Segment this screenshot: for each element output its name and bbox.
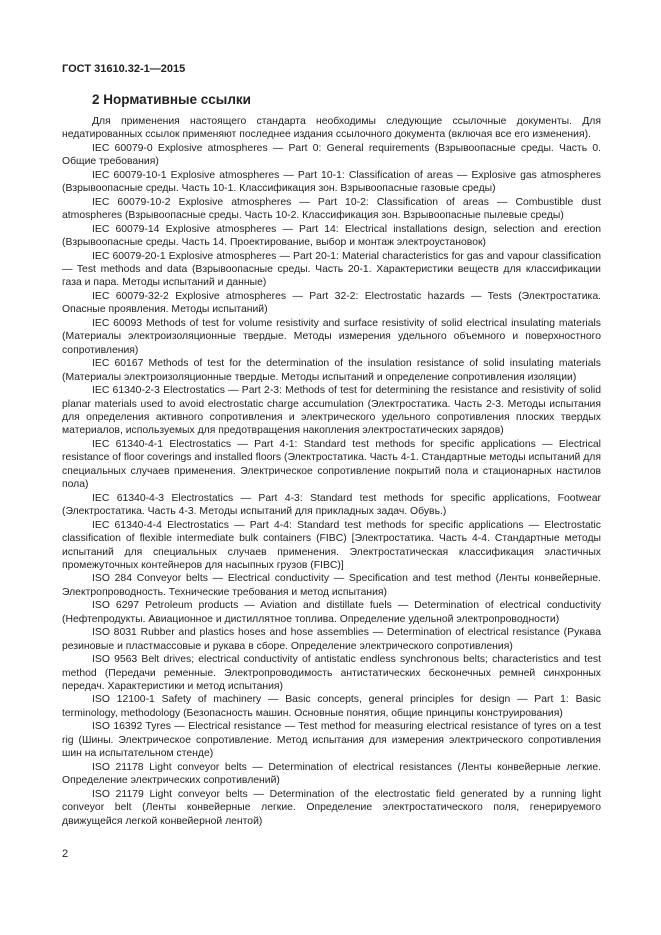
reference-item: IEC 60079-32-2 Explosive atmospheres — Part 32-2: Electrostatic hazards — Tests (Электростатика. Опасные проявления. Методы испытаний) bbox=[62, 290, 601, 316]
reference-item: IEC 61340-4-4 Electrostatics — Part 4-4: Standard test methods for specific applications — Electrostatic classification of flexible intermediate bulk containers (FIBC) [Электростатика. Часть 4-4. Стандартные методы испытаний для специальных случаев применения. Электростатическая классификация эластичных промежуточных контейнеров для насыпных грузов (FIBC)] bbox=[62, 519, 601, 571]
reference-item: IEC 61340-4-1 Electrostatics — Part 4-1: Standard test methods for specific applications — Electrical resistance of floor coverings and installed floors (Электростатика. Часть 4-1. Стандартные методы испытаний для специальных случаев применения. Электрическое сопротивление покрытий пола и стационарных настилов пола) bbox=[62, 438, 601, 491]
reference-item: IEC 60079-20-1 Explosive atmospheres — Part 20-1: Material characteristics for gas and vapour classification — Test methods and data (Взрывоопасные среды. Часть 20-1. Характеристики веществ для классификации газа и пара. Методы испытаний и данные) bbox=[62, 250, 601, 289]
reference-item: ISO 6297 Petroleum products — Aviation and distillate fuels — Determination of electrical conductivity (Нефтепродукты. Авиационное и дистиллятное топлива. Определение удельной электропроводности) bbox=[62, 600, 601, 625]
reference-item: IEC 61340-4-3 Electrostatics — Part 4-3: Standard test methods for specific applications, Footwear (Электростатика. Часть 4-3. Методы испытаний для прикладных задач. Обувь.) bbox=[62, 492, 601, 518]
reference-item: ISO 21179 Light conveyor belts — Determination of the electrostatic field generated by a running light conveyor belt (Ленты конвейерные легкие. Определение электростатического поля, генерируемого движущейся легкой конвейерной лентой) bbox=[62, 788, 601, 827]
reference-item: ISO 9563 Belt drives; electrical conductivity of antistatic endless synchronous belts; characteristics and test method (Передачи ременные. Электропроводимость антистатических бесконечных ремней синхронных передач. Характеристики и метод испытания) bbox=[62, 654, 601, 693]
reference-item: IEC 60079-10-1 Explosive atmospheres — Part 10-1: Classification of areas — Explosive gas atmospheres (Взрывоопасные среды. Часть 10-1. Классификация зон. Взрывоопасные газовые среды) bbox=[62, 169, 601, 195]
reference-item: ISO 8031 Rubber and plastics hoses and hose assemblies — Determination of electrical resistance (Рукава резиновые и пластмассовые и рукава в сборе. Определение электрического сопротивления) bbox=[62, 627, 601, 652]
reference-item: IEC 61340-2-3 Electrostatics — Part 2-3: Methods of test for determining the resistance and resistivity of solid planar materials used to avoid electrostatic charge accumulation (Электростатика. Часть 2-3. Методы испытания для определения активного сопротивления и электрического удельного сопротивления плоских твердых материалов, используемых для предотвращения накопления электростатических зарядов) bbox=[62, 385, 601, 437]
reference-item: IEC 60079-0 Explosive atmospheres — Part 0: General requirements (Взрывоопасные среды. Часть 0. Общие требования) bbox=[62, 142, 601, 168]
intro-paragraph: Для применения настоящего стандарта необходимы следующие ссылочные документы. Для недатированных ссылок применяют последнее издания ссылочного документа (включая все его изменения). bbox=[62, 116, 601, 141]
page-number: 2 bbox=[62, 848, 69, 860]
reference-item: ISO 12100-1 Safety of machinery — Basic concepts, general principles for design — Part 1: Basic terminology, methodology (Безопасность машин. Основные понятия, общие принципы конструирования) bbox=[62, 694, 601, 719]
references-list bbox=[62, 115, 601, 828]
document-header: ГОСТ 31610.32-1—2015 bbox=[62, 63, 186, 75]
reference-item: IEC 60079-10-2 Explosive atmospheres — Part 10-2: Classification of areas — Combustible dust atmospheres (Взрывоопасные среды. Часть 10-2. Классификация зон. Взрывоопасные пылевые среды) bbox=[62, 196, 601, 222]
reference-item: IEC 60093 Methods of test for volume resistivity and surface resistivity of solid electrical insulating materials (Материалы электроизоляционные твердые. Методы измерения удельного объемного и поверхностного сопротивления) bbox=[62, 317, 601, 356]
reference-item: ISO 21178 Light conveyor belts — Determination of electrical resistances (Ленты конвейерные легкие. Определение электрических сопротивлений) bbox=[62, 761, 601, 787]
reference-item: IEC 60079-14 Explosive atmospheres — Part 14: Electrical installations design, selection and erection (Взрывоопасные среды. Часть 14. Проектирование, выбор и монтаж электроустановок) bbox=[62, 223, 601, 249]
reference-item: IEC 60167 Methods of test for the determination of the insulation resistance of solid insulating materials (Материалы электроизоляционные твердые. Методы испытаний и определение сопротивления изоляции) bbox=[62, 358, 601, 383]
section-title: 2 Нормативные ссылки bbox=[92, 92, 251, 107]
reference-item: ISO 16392 Tyres — Electrical resistance — Test method for measuring electrical resistance of tyres on a test rig (Шины. Электрическое сопротивление. Метод испытания для измерения электрического сопротивления шин на испытательном стенде) bbox=[62, 721, 601, 760]
reference-item: ISO 284 Conveyor belts — Electrical conductivity — Specification and test method (Ленты конвейерные. Электропроводность. Технические требования и метод испытания) bbox=[62, 573, 601, 598]
